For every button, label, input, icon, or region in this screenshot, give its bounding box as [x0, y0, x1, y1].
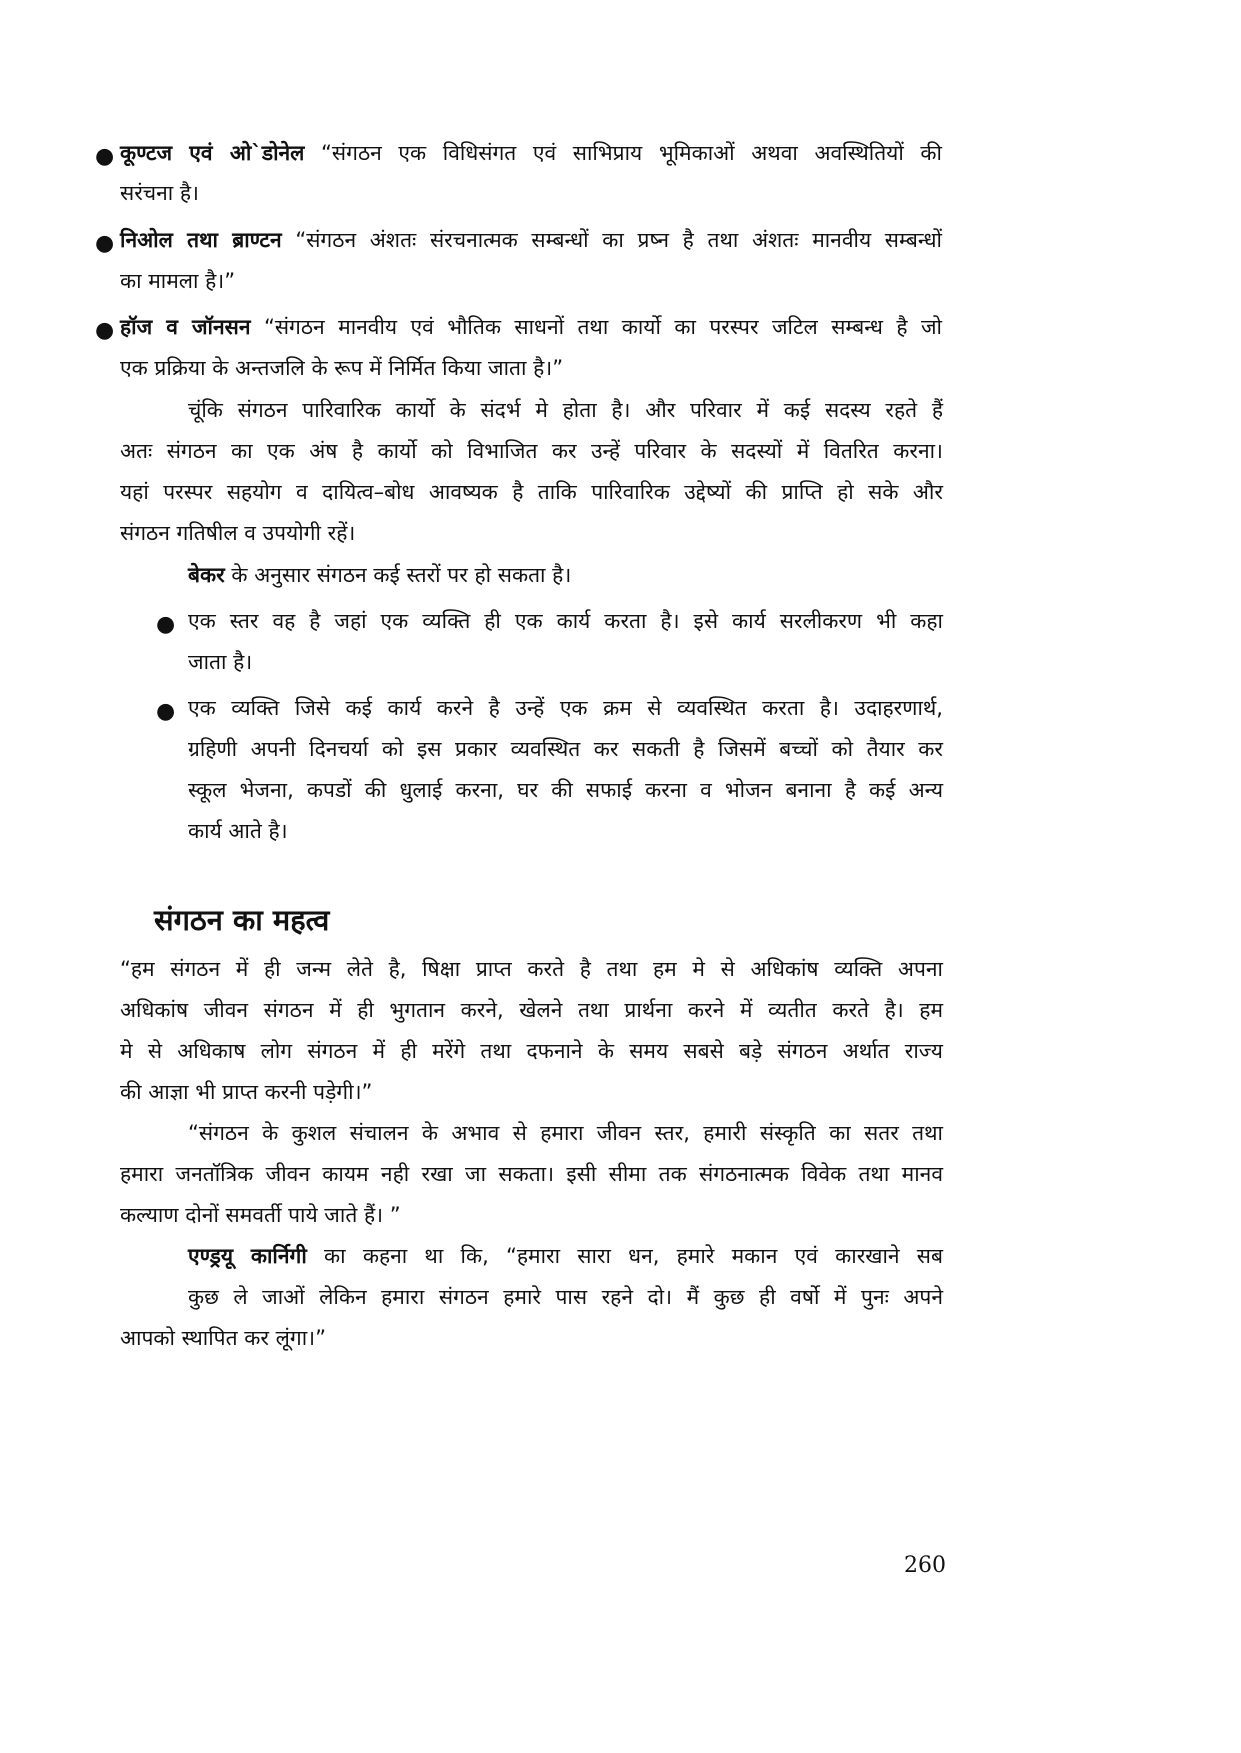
definition-text: “संगठन अंशतः संरचनात्मक सम्बन्धों का प्रष्न है तथा अंशतः मानवीय सम्बन्धों — [295, 228, 942, 252]
list-item-line: एक स्तर वह है जहां एक व्यक्ति ही एक कार्य करता है। इसे कार्य सरलीकरण भी कहा — [188, 609, 943, 633]
paragraph-line: अतः संगठन का एक अंष है कार्यो को विभाजित कर उन्हें परिवार के सदस्यों में वितरित करना। — [120, 439, 943, 463]
quote-line: अधिकांष जीवन संगठन में ही भुगतान करने, खेलने तथा प्रार्थना करने में व्यतीत करते है। हम — [120, 998, 943, 1022]
quote-line: हमारा जनतॉत्रिक जीवन कायम नही रखा जा सकता। इसी सीमा तक संगठनात्मक विवेक तथा मानव — [120, 1162, 943, 1186]
quote-line: की आज्ञा भी प्राप्त करनी पड़ेगी।” — [120, 1080, 373, 1104]
list-item-line: स्कूल भेजना, कपडों की धुलाई करना, घर की सफाई करना व भोजन बनाना है कई अन्य — [188, 778, 943, 802]
carnegie-line — [188, 1241, 943, 1271]
quote-line: “हम संगठन में ही जन्म लेते है, षिक्षा प्राप्त करते है तथा हम मे से अधिकांष व्यक्ति अपना — [120, 957, 943, 981]
baker-text: के अनुसार संगठन कई स्तरों पर हो सकता है। — [224, 563, 572, 587]
baker-line — [188, 560, 571, 590]
definition-line — [120, 138, 942, 168]
bullet-dot: ● — [156, 699, 176, 724]
definition-line — [120, 225, 942, 255]
author-name: एण्ड्रयू कार्निगी — [188, 1244, 307, 1268]
definition-line — [120, 312, 942, 342]
bullet-dot: ● — [95, 144, 115, 169]
author-name: बेकर — [188, 563, 225, 587]
definition-text: “संगठन एक विधिसंगत एवं साभिप्राय भूमिकाओं अथवा अवस्थितियों की — [321, 141, 942, 165]
carnegie-text: का कहना था कि, “हमारा सारा धन, हमारे मकान एवं कारखाने सब — [306, 1244, 943, 1268]
bullet-dot: ● — [95, 318, 115, 343]
definition-text: “संगठन मानवीय एवं भौतिक साधनों तथा कार्यो का परस्पर जटिल सम्बन्ध है जो — [263, 315, 942, 339]
definition-continuation: का मामला है।” — [120, 269, 236, 293]
page-number: 260 — [904, 1553, 946, 1578]
section-heading: संगठन का महत्व — [154, 903, 330, 937]
carnegie-line: कुछ ले जाओं लेकिन हमारा संगठन हमारे पास रहने दो। मैं कुछ ही वर्षो में पुनः अपने — [188, 1285, 943, 1309]
author-name: निओल तथा ब्राण्टन — [120, 228, 282, 252]
quote-line: मे से अधिकाष लोग संगठन में ही मरेंगे तथा दफनाने के समय सबसे बड़े संगठन अर्थात राज्य — [120, 1039, 943, 1063]
list-item-line: जाता है। — [188, 650, 253, 674]
carnegie-line: आपको स्थापित कर लूंगा।” — [120, 1326, 326, 1350]
definition-continuation: एक प्रक्रिया के अन्तजलि के रूप में निर्मित किया जाता है।” — [120, 356, 564, 380]
quote-line: “संगठन के कुशल संचालन के अभाव से हमारा जीवन स्तर, हमारी संस्कृति का सतर तथा — [188, 1121, 943, 1145]
paragraph-line: चूंकि संगठन पारिवारिक कार्यो के संदर्भ मे होता है। और परिवार में कई सदस्य रहते हैं — [188, 398, 943, 422]
author-name: हॉज व जॉनसन — [120, 315, 251, 339]
bullet-dot: ● — [156, 612, 176, 637]
author-name: कूण्टज एवं ओ`डोनेल — [120, 141, 305, 165]
bullet-dot: ● — [95, 231, 115, 256]
paragraph-line: यहां परस्पर सहयोग व दायित्व–बोध आवष्यक है ताकि पारिवारिक उद्देष्यों की प्राप्ति हो सके और — [120, 480, 943, 504]
quote-line: कल्याण दोनों समवर्ती पाये जाते हैं। ” — [120, 1203, 401, 1227]
list-item-line: एक व्यक्ति जिसे कई कार्य करने है उन्हें एक क्रम से व्यवस्थित करता है। उदाहरणार्थ, — [188, 696, 943, 720]
definition-continuation: सरंचना है। — [120, 181, 199, 205]
paragraph-line: संगठन गतिषील व उपयोगी रहें। — [120, 521, 356, 545]
list-item-line: कार्य आते है। — [188, 819, 288, 843]
list-item-line: ग्रहिणी अपनी दिनचर्या को इस प्रकार व्यवस्थित कर सकती है जिसमें बच्चों को तैयार कर — [188, 737, 943, 761]
